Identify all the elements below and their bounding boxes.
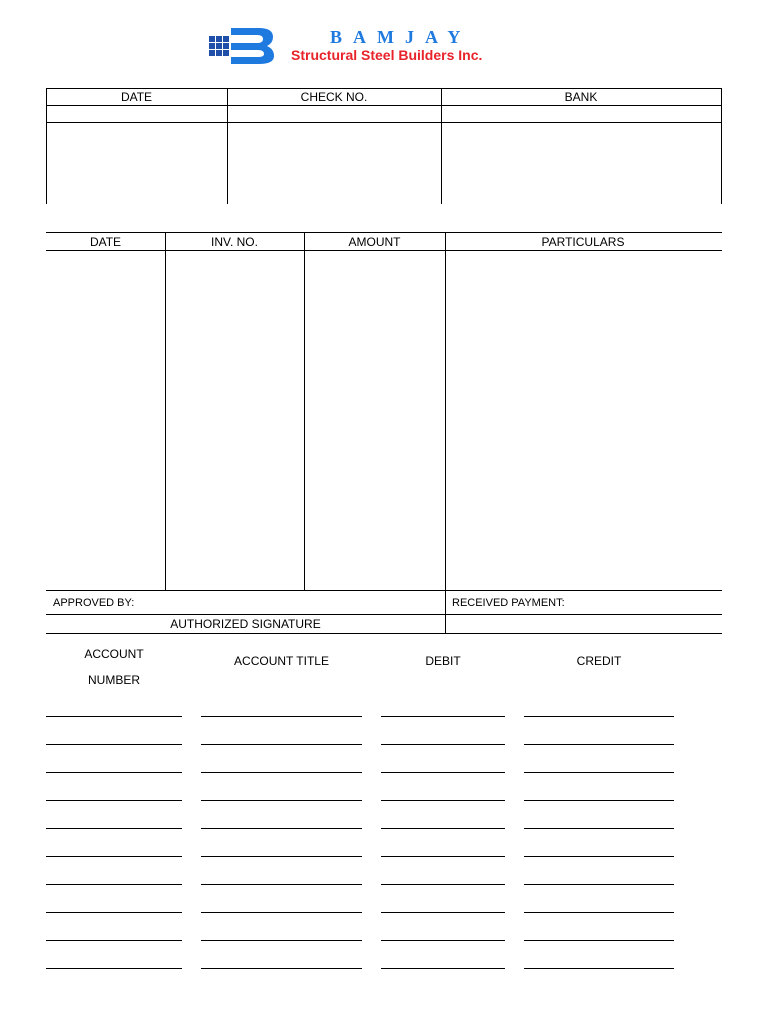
account-title-line xyxy=(201,940,362,941)
account-number-line xyxy=(46,912,182,913)
debit-line xyxy=(381,772,505,773)
debit-line xyxy=(381,968,505,969)
account-number-line xyxy=(46,828,182,829)
account-number-line xyxy=(46,884,182,885)
account-title-header: ACCOUNT TITLE xyxy=(234,654,329,668)
account-number-line xyxy=(46,800,182,801)
account-title-line xyxy=(201,968,362,969)
account-number-line xyxy=(46,716,182,717)
account-number-line xyxy=(46,968,182,969)
account-title-line xyxy=(201,912,362,913)
account-title-line xyxy=(201,828,362,829)
account-title-line xyxy=(201,772,362,773)
debit-line xyxy=(381,828,505,829)
company-subtitle: Structural Steel Builders Inc. xyxy=(291,47,483,63)
credit-line xyxy=(524,716,674,717)
received-payment-label: RECEIVED PAYMENT: xyxy=(452,597,565,609)
debit-line xyxy=(381,800,505,801)
debit-line xyxy=(381,856,505,857)
debit-line xyxy=(381,940,505,941)
account-title-line xyxy=(201,856,362,857)
approved-by-label: APPROVED BY: xyxy=(53,597,135,609)
debit-line xyxy=(381,912,505,913)
credit-line xyxy=(524,912,674,913)
credit-line xyxy=(524,856,674,857)
account-title-line xyxy=(201,800,362,801)
credit-header: CREDIT xyxy=(576,654,622,668)
credit-line xyxy=(524,744,674,745)
invoice-amount-header: AMOUNT xyxy=(348,235,401,249)
credit-line xyxy=(524,884,674,885)
credit-line xyxy=(524,772,674,773)
account-number-line xyxy=(46,940,182,941)
invoice-date-header: DATE xyxy=(89,235,122,249)
account-title-line xyxy=(201,884,362,885)
check-date-header: DATE xyxy=(120,90,153,104)
debit-line xyxy=(381,884,505,885)
credit-line xyxy=(524,940,674,941)
credit-line xyxy=(524,828,674,829)
debit-header: DEBIT xyxy=(425,654,461,668)
account-number-line xyxy=(46,856,182,857)
credit-line xyxy=(524,968,674,969)
debit-line xyxy=(381,744,505,745)
account-number-header-line1: ACCOUNT xyxy=(84,647,144,661)
credit-line xyxy=(524,800,674,801)
invoice-particulars-header: PARTICULARS xyxy=(541,235,625,249)
company-name: BAMJAY xyxy=(330,27,472,47)
account-number-header-line2: NUMBER xyxy=(87,673,140,687)
check-bank-header: BANK xyxy=(564,90,598,104)
account-number-line xyxy=(46,744,182,745)
account-title-line xyxy=(201,744,362,745)
bamjay-logo-icon xyxy=(207,26,275,66)
authorized-signature-label: AUTHORIZED SIGNATURE xyxy=(170,617,321,631)
invoice-number-header: INV. NO. xyxy=(211,235,258,249)
debit-line xyxy=(381,716,505,717)
account-title-line xyxy=(201,716,362,717)
account-number-line xyxy=(46,772,182,773)
check-number-header: CHECK NO. xyxy=(300,90,368,104)
